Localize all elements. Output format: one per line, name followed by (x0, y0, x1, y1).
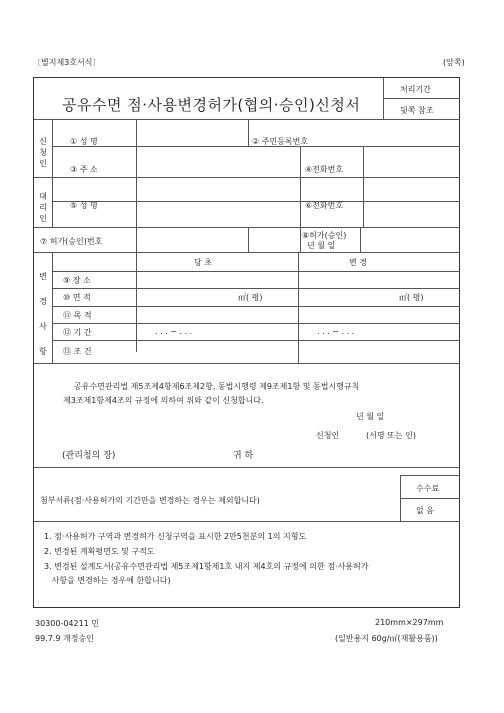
row-period-label: ⑫ 기 간 (63, 328, 92, 337)
sign-note: (서명 또는 인) (366, 431, 416, 440)
fee-label: 수수료 (416, 484, 440, 493)
paper-size: 210mm×297mm (375, 618, 444, 627)
row-purpose-label: ⑪ 목 적 (63, 311, 92, 320)
approval-date: 99.7.9 개정승인 (35, 634, 94, 643)
permit-number-label: ⑦ 허가(승인)번호 (40, 237, 103, 246)
period-changed-value: . . . ~ . . . (317, 327, 355, 336)
col-changed-header: 변 경 (349, 258, 367, 267)
processing-label: 처리기간 (400, 85, 431, 94)
declaration-line-1: 공유수면관리법 제5조제4항제6조제2항, 동법시행령 제9조제1항 및 동법시행규칙 (74, 382, 360, 391)
agent-name-label: ⑤ 성 명 (70, 201, 98, 210)
applicant-phone-label: ④전화번호 (305, 165, 344, 174)
application-form (33, 77, 460, 608)
signer-label: 신청인 (316, 431, 340, 440)
applicant-name-label: ① 성 명 (70, 137, 98, 146)
form-title: 공유수면 점·사용변경허가(협의·승인)신청서 (62, 96, 361, 114)
permit-date-ymd: 년 월 일 (307, 241, 336, 250)
fee-value: 없 음 (416, 506, 434, 515)
attachment-item: 3. 변경된 설계도서(공유수면관리법 제5조제1항제1호 내지 제4호의 규정에 의한 점·사용허가 (44, 562, 369, 571)
applicant-address-label: ③ 주 소 (70, 165, 98, 174)
applicant-regno-label: ② 주민등록번호 (252, 137, 309, 146)
attachment-item: 2. 변경된 계획평면도 및 구적도 (44, 547, 155, 556)
attachment-item: 사항을 변경하는 경우에 한합니다) (44, 576, 171, 585)
area-original-unit: ㎡( 평) (238, 293, 263, 302)
form-number: 〔별지제3호서식〕 (33, 58, 101, 67)
declaration-date: 년 월 일 (356, 412, 385, 421)
declaration-line-2: 제3조제1항제4조의 규정에 의하여 위와 같이 신청합니다. (63, 396, 264, 405)
period-original-value: . . . ~ . . . (155, 327, 193, 336)
page-side: (앞쪽) (443, 58, 465, 67)
agent-group-label: 대 리 인 (39, 192, 47, 223)
form-code: 30300-04211 민 (35, 619, 100, 628)
col-original-header: 당 초 (194, 258, 212, 267)
change-group-label: 변 경 사 항 (39, 272, 47, 356)
addressee: (관리청의 장) (62, 451, 116, 461)
row-area-label: ⑩ 면 적 (63, 293, 91, 302)
paper-spec: (일반용지 60g/㎡(재활용품)) (335, 634, 438, 643)
permit-date-label: ⑧허가(승인) (302, 231, 347, 240)
processing-value: 뒷쪽 참조 (400, 106, 434, 115)
applicant-group-label: 신 청 인 (39, 137, 47, 168)
addressee-honorific: 귀 하 (233, 451, 254, 461)
row-place-label: ⑨ 장 소 (63, 276, 91, 285)
area-changed-unit: ㎡( 평) (399, 293, 424, 302)
row-condition-label: ⑬ 조 건 (63, 347, 92, 356)
attachment-item: 1. 점·사용허가 구역과 변경허가 신청구역을 표시한 2만5천분의 1의 지형도 (44, 532, 307, 541)
agent-phone-label: ⑥전화번호 (305, 201, 344, 210)
attachments-heading: 첨부서류(점·사용허가의 기간만을 변경하는 경우는 제외합니다) (40, 496, 260, 505)
